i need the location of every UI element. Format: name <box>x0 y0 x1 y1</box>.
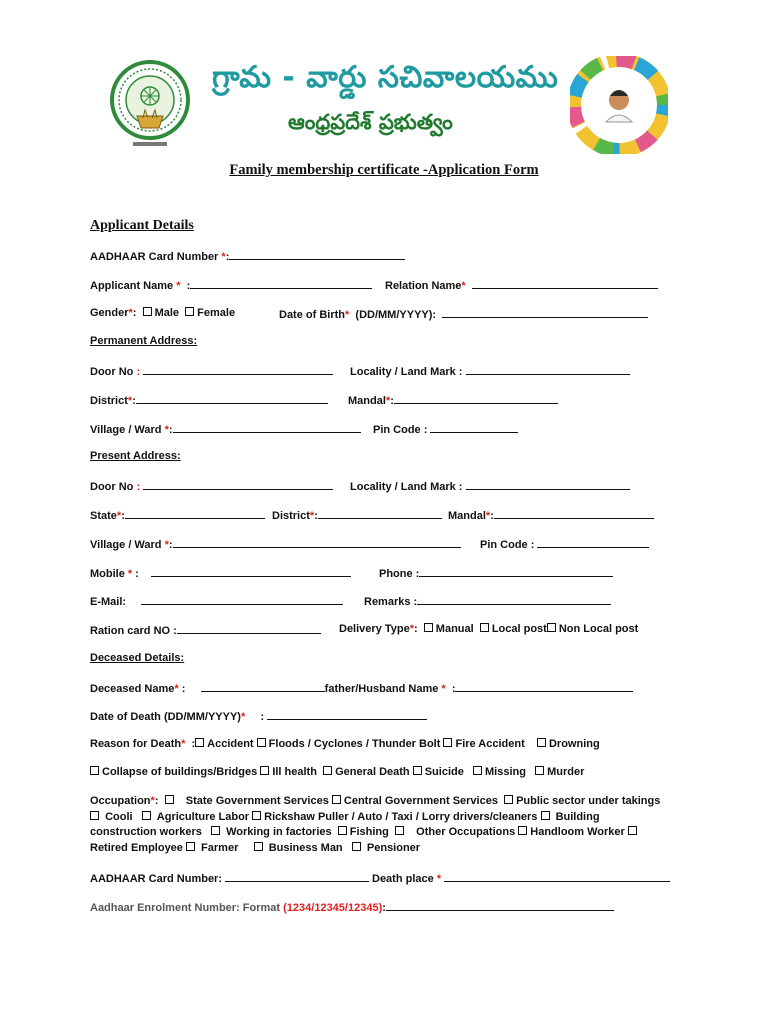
present-address-heading: Present Address: <box>90 450 181 462</box>
banner-subtitle: ఆంధ్రప్రదేశ్ ప్రభుత్వం <box>288 110 453 134</box>
required-mark: * <box>461 280 466 292</box>
andhra-pradesh-emblem-icon <box>107 58 193 154</box>
enrolment-field[interactable] <box>386 900 614 911</box>
reason-checkbox[interactable] <box>257 738 266 747</box>
aadhaar-field[interactable] <box>229 249 405 260</box>
death-place-row <box>372 871 670 885</box>
reason-label: Reason for Death <box>90 738 182 750</box>
perm-district-row: District*: <box>90 393 328 407</box>
pres-door-label: Door No <box>90 481 137 493</box>
required-mark: * <box>485 510 491 522</box>
pres-mandal-label: Mandal <box>448 510 486 522</box>
manual-label: Manual <box>435 623 474 635</box>
perm-mandal-label: Mandal <box>348 395 386 407</box>
deceased-aadhaar-field[interactable] <box>225 871 369 882</box>
ration-label: Ration card NO : <box>90 625 177 637</box>
perm-door-field[interactable] <box>143 364 333 375</box>
death-place-field[interactable] <box>444 871 670 882</box>
occupation-row-2 <box>90 811 600 823</box>
perm-village-label: Village / Ward <box>90 424 165 436</box>
reason-option: General Death <box>335 766 410 778</box>
perm-pin-row <box>373 422 518 436</box>
occupation-option: Agriculture Labor <box>156 811 250 823</box>
occupation-option: Central Government Services <box>343 795 498 807</box>
deceased-aadhaar-row <box>90 871 369 885</box>
occupation-option: Cooli <box>105 811 133 823</box>
occupation-checkbox[interactable] <box>541 811 550 820</box>
reason-checkbox[interactable] <box>443 738 452 747</box>
pres-door-row: Door No : <box>90 479 333 493</box>
reason-checkbox[interactable] <box>323 766 332 775</box>
occupation-option: Rickshaw Puller / Auto / Taxi / Lorry drivers/cleaners <box>264 811 538 823</box>
relation-name-label: Relation Name <box>385 280 462 292</box>
navaratnalu-ring-icon <box>570 56 668 154</box>
father-husband-label: father/Husband Name <box>324 683 442 695</box>
enrolment-format: (1234/12345/12345) <box>283 902 383 914</box>
remarks-label: Remarks : <box>364 596 418 608</box>
pres-village-row: Village / Ward *: <box>90 537 461 551</box>
occupation-checkbox[interactable] <box>90 811 99 820</box>
ration-field[interactable] <box>177 623 321 634</box>
occupation-option: Farmer <box>201 842 239 854</box>
occupation-option: Public sector under takings <box>516 795 661 807</box>
deceased-name-row: Deceased Name* : father/Husband Name * : <box>90 681 633 695</box>
pres-village-label: Village / Ward <box>90 539 165 551</box>
occupation-row-4 <box>90 842 420 854</box>
enrolment-colon: : <box>382 902 386 914</box>
dob-field[interactable] <box>442 307 648 318</box>
female-label: Female <box>197 307 236 319</box>
pres-village-field[interactable] <box>173 537 461 548</box>
reason-checkbox[interactable] <box>90 766 99 775</box>
delivery-row: Delivery Type*: Manual Local post Non Local post <box>339 623 639 635</box>
pres-door-field[interactable] <box>143 479 333 490</box>
mobile-field[interactable] <box>151 566 351 577</box>
required-mark: * <box>240 711 246 723</box>
pres-mandal-row: Mandal*: <box>448 508 654 522</box>
deceased-name-label: Deceased Name <box>90 683 175 695</box>
occupation-checkbox[interactable] <box>395 826 404 835</box>
perm-pin-label: Pin Code : <box>373 424 428 436</box>
local-post-checkbox[interactable] <box>480 623 489 632</box>
dob-row <box>279 307 648 321</box>
reason-option: Floods / Cyclones / Thunder Bolt <box>268 738 441 750</box>
pres-state-row: State*: <box>90 508 265 522</box>
reason-row-1: Reason for Death* : Accident Floods / Cyclones / Thunder Bolt Fire Accident Drowning <box>90 738 600 750</box>
reason-row-2 <box>90 766 584 778</box>
deceased-aadhaar-label: AADHAAR Card Number: <box>90 873 223 885</box>
phone-row <box>379 566 613 580</box>
perm-district-field[interactable] <box>136 393 328 404</box>
perm-locality-field[interactable] <box>466 364 630 375</box>
occupation-checkbox[interactable] <box>338 826 347 835</box>
occupation-checkbox[interactable] <box>628 826 637 835</box>
reason-option: Fire Accident <box>455 738 525 750</box>
pres-district-label: District <box>272 510 310 522</box>
phone-label: Phone : <box>379 568 420 580</box>
occupation-checkbox[interactable] <box>352 842 361 851</box>
applicant-name-field[interactable] <box>190 278 372 289</box>
male-label: Male <box>154 307 180 319</box>
required-mark: * <box>409 623 415 635</box>
mobile-row: Mobile * : <box>90 566 351 580</box>
occupation-option: Building <box>555 811 600 823</box>
permanent-address-heading: Permanent Address: <box>90 335 198 347</box>
aadhaar-row: AADHAAR Card Number *: <box>90 249 405 263</box>
required-mark: * <box>127 568 133 580</box>
gender-label: Gender <box>90 307 129 319</box>
required-mark: * <box>345 309 350 321</box>
reason-checkbox[interactable] <box>535 766 544 775</box>
pres-district-field[interactable] <box>318 508 442 519</box>
applicant-name-row: Applicant Name * : <box>90 278 372 292</box>
required-mark: * <box>385 395 391 407</box>
occupation-checkbox[interactable] <box>254 842 263 851</box>
enrolment-label: Aadhaar Enrolment Number: Format <box>90 902 284 914</box>
deceased-details-heading: Deceased Details: <box>90 652 185 664</box>
pres-pin-row <box>480 537 649 551</box>
occupation-option: construction workers <box>90 826 202 838</box>
pres-locality-row <box>350 479 630 493</box>
required-mark: * <box>128 307 133 319</box>
pres-pin-field[interactable] <box>537 537 649 548</box>
occupation-label: Occupation <box>90 795 151 807</box>
reason-checkbox[interactable] <box>195 738 204 747</box>
perm-village-row: Village / Ward *: <box>90 422 361 436</box>
perm-district-label: District <box>90 395 128 407</box>
perm-mandal-field[interactable] <box>394 393 558 404</box>
occupation-option: Business Man <box>268 842 343 854</box>
header-banner <box>100 52 668 160</box>
non-local-post-checkbox[interactable] <box>547 623 556 632</box>
occupation-option: Working in factories <box>226 826 332 838</box>
occupation-option: Other Occupations <box>416 826 516 838</box>
perm-pin-field[interactable] <box>430 422 518 433</box>
pres-state-label: State <box>90 510 117 522</box>
pres-locality-field[interactable] <box>466 479 630 490</box>
email-label: E-Mail: <box>90 596 127 608</box>
form-title: Family membership certificate -Application Form <box>229 162 539 178</box>
occupation-checkbox[interactable] <box>504 795 513 804</box>
death-place-label: Death place <box>372 873 437 885</box>
required-mark: * <box>441 683 446 695</box>
perm-mandal-row: Mandal*: <box>348 393 558 407</box>
reason-option: Ill health <box>272 766 317 778</box>
relation-name-field[interactable] <box>472 278 658 289</box>
reason-checkbox[interactable] <box>537 738 546 747</box>
required-mark: * <box>116 510 122 522</box>
reason-option: Collapse of buildings/Bridges <box>102 766 258 778</box>
mobile-label: Mobile <box>90 568 128 580</box>
required-mark: * <box>150 795 155 807</box>
required-mark: * <box>221 251 226 263</box>
gender-row: Gender*: Male Female <box>90 307 236 319</box>
perm-door-row: Door No : <box>90 364 333 378</box>
dod-label: Date of Death (DD/MM/YYYY) <box>90 711 241 723</box>
required-mark: * <box>309 510 315 522</box>
pres-state-field[interactable] <box>125 508 265 519</box>
relation-name-row <box>385 278 658 292</box>
pres-district-row: District*: <box>272 508 442 522</box>
occupation-option: Handloom Worker <box>530 826 625 838</box>
phone-field[interactable] <box>419 566 613 577</box>
delivery-label: Delivery Type <box>339 623 410 635</box>
local-post-label: Local post <box>491 623 547 635</box>
ration-row <box>90 623 321 637</box>
dod-field[interactable] <box>267 709 427 720</box>
enrolment-row <box>90 900 614 914</box>
perm-door-label: Door No <box>90 366 137 378</box>
manual-checkbox[interactable] <box>424 623 433 632</box>
pres-locality-label: Locality / Land Mark : <box>350 481 463 493</box>
occupation-checkbox[interactable] <box>165 795 174 804</box>
male-checkbox[interactable] <box>143 307 152 316</box>
reason-option: Murder <box>547 766 585 778</box>
perm-village-field[interactable] <box>173 422 361 433</box>
remarks-row <box>364 594 611 608</box>
email-row <box>90 594 343 608</box>
required-mark: * <box>176 280 181 292</box>
dod-row: Date of Death (DD/MM/YYYY)* : <box>90 709 427 723</box>
occupation-option: Retired Employee <box>90 842 183 854</box>
occupation-checkbox[interactable] <box>332 795 341 804</box>
occupation-option: State Government Services <box>185 795 329 807</box>
remarks-field[interactable] <box>417 594 611 605</box>
banner-title: గ్రామ - వార్డు సచివాలయము <box>212 60 559 95</box>
dob-format: (DD/MM/YYYY): <box>355 309 437 321</box>
occupation-checkbox[interactable] <box>211 826 220 835</box>
applicant-name-label: Applicant Name <box>90 280 177 292</box>
required-mark: * <box>436 873 442 885</box>
required-mark: * <box>164 539 169 551</box>
occupation-checkbox[interactable] <box>142 811 151 820</box>
reason-option: Drowning <box>548 738 600 750</box>
perm-locality-label: Locality / Land Mark : <box>350 366 463 378</box>
required-mark: * <box>164 424 169 436</box>
aadhaar-label: AADHAAR Card Number <box>90 251 222 263</box>
reason-option: Suicide <box>424 766 464 778</box>
reason-checkbox[interactable] <box>413 766 422 775</box>
reason-checkbox[interactable] <box>260 766 269 775</box>
occupation-checkbox[interactable] <box>186 842 195 851</box>
occupation-option: Fishing <box>349 826 389 838</box>
pres-pin-label: Pin Code : <box>480 539 535 551</box>
father-husband-field[interactable] <box>455 681 633 692</box>
occupation-checkbox[interactable] <box>252 811 261 820</box>
occupation-row-1: Occupation*: State Government Services Central Government Services Public sector under takings <box>90 795 661 807</box>
non-local-post-label: Non Local post <box>558 623 639 635</box>
pres-mandal-field[interactable] <box>494 508 654 519</box>
required-mark: * <box>127 395 133 407</box>
applicant-details-heading: Applicant Details <box>90 218 194 233</box>
dob-label: Date of Birth <box>279 309 345 321</box>
perm-locality-row <box>350 364 630 378</box>
reason-option: Accident <box>207 738 254 750</box>
required-mark: * <box>181 738 186 750</box>
occupation-option: Pensioner <box>366 842 421 854</box>
email-field[interactable] <box>141 594 343 605</box>
female-checkbox[interactable] <box>185 307 194 316</box>
reason-option: Missing <box>485 766 526 778</box>
reason-checkbox[interactable] <box>473 766 482 775</box>
occupation-checkbox[interactable] <box>518 826 527 835</box>
required-mark: * <box>174 683 179 695</box>
deceased-name-field[interactable] <box>201 681 325 692</box>
occupation-row-3 <box>90 826 640 838</box>
